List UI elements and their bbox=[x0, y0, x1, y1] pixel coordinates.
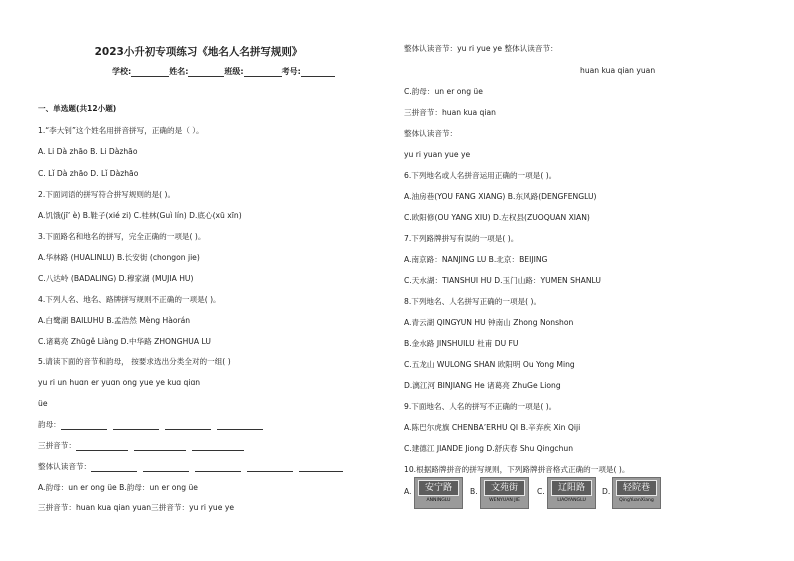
q6-options-ab[interactable]: A.油房巷(YOU FANG XIANG) B.东风路(DENGFENGLU) bbox=[404, 192, 597, 201]
question-1: 1.“李大钊”这个姓名用拼音拼写，正确的是（ ）。 bbox=[38, 126, 204, 135]
answer-blank[interactable] bbox=[134, 442, 186, 451]
answer-row-whole-syllables: 整体认读音节： bbox=[38, 462, 343, 472]
q5-options-ab-triple[interactable]: 三拼音节：huan kua qian yuan三拼音节：yu ri yue ye bbox=[38, 503, 234, 512]
q5-option-c-whole: yu ri yuan yue ye bbox=[404, 150, 471, 159]
q9-options-cd[interactable]: C.建德江 JIANDE Jiong D.舒庆春 Shu Qingchun bbox=[404, 444, 574, 453]
q1-options-cd[interactable]: C. Lǐ Dà zhāo D. Lǐ Dàzhāo bbox=[38, 169, 139, 178]
question-9: 9.下面地名、人名的拼写不正确的一项是( )。 bbox=[404, 402, 557, 411]
q9-options-ab[interactable]: A.陈巴尔虎旗 CHENBA’ERHU QI B.辛弃疾 Xin Qiji bbox=[404, 423, 581, 432]
answer-row-triple-syllables: 三拼音节： bbox=[38, 441, 244, 451]
q5-option-c-finals[interactable]: C.韵母：un er ong üe bbox=[404, 87, 483, 96]
q2-options[interactable]: A.饥饿(jī’ è) B.鞋子(xié zi) C.桂林(Guì lín) D.底心(xū xīn) bbox=[38, 211, 242, 220]
answer-row-finals: 韵母： bbox=[38, 420, 263, 430]
question-8: 8.下列地名、人名拼写正确的一项是( )。 bbox=[404, 297, 542, 306]
question-6: 6.下列地名或人名拼音运用正确的一项是( )。 bbox=[404, 171, 557, 180]
answer-blank[interactable] bbox=[217, 421, 263, 430]
q7-options-ab[interactable]: A.南京路：NANJING LU B.北京：BEIJING bbox=[404, 255, 548, 264]
question-7: 7.下列路牌拼写有误的一项是( )。 bbox=[404, 234, 519, 243]
student-info-row bbox=[112, 66, 335, 77]
name-label: 姓名: bbox=[169, 67, 189, 76]
q5-whole-syllables-b: huan kua qian yuan bbox=[580, 66, 656, 75]
q4-options-cd[interactable]: C.诸葛亮 Zhūgě Liàng D.中华路 ZHONGHUA LU bbox=[38, 337, 211, 346]
name-field[interactable] bbox=[188, 68, 224, 77]
q3-options-ab[interactable]: A.华林路 (HUALINLU) B.长安街 (chongon jie) bbox=[38, 253, 200, 262]
q5-syllables: yu ri un huɑn er yuɑn ong yue ye kuɑ qiɑn bbox=[38, 378, 201, 387]
q4-options-ab[interactable]: A.白鹭湖 BAILUHU B.孟浩然 Mèng Hàorán bbox=[38, 316, 191, 325]
q6-options-cd[interactable]: C.欧阳修(OU YANG XIU) D.左权县(ZUOQUAN XIAN) bbox=[404, 213, 590, 222]
q5-options-ab-finals[interactable]: A.韵母：un er ong üe B.韵母：un er ong üe bbox=[38, 483, 198, 492]
answer-blank[interactable] bbox=[143, 463, 189, 472]
answer-blank[interactable] bbox=[165, 421, 211, 430]
answer-blank[interactable] bbox=[192, 442, 244, 451]
question-3: 3.下面路名和地名的拼写，完全正确的一项是( )。 bbox=[38, 232, 206, 241]
section-heading: 一、单选题(共12小题) bbox=[38, 104, 117, 113]
q5-whole-syllables: 整体认读音节：yu ri yue ye 整体认读音节： bbox=[404, 44, 558, 53]
q5-syllables-cont: üe bbox=[38, 399, 48, 408]
road-sign-icon: 轻院巷 QingYuanXiang bbox=[612, 477, 661, 509]
q3-options-cd[interactable]: C.八达岭 (BADALING) D.穆家湖 (MUJIA HU) bbox=[38, 274, 194, 283]
q7-options-cd[interactable]: C.天水湖：TIANSHUI HU D.玉门山路：YUMEN SHANLU bbox=[404, 276, 601, 285]
number-label: 考号: bbox=[281, 67, 301, 76]
answer-blank[interactable] bbox=[299, 463, 343, 472]
worksheet-page: 2023小升初专项练习《地名人名拼写规则》 学校: 姓名: 班级: 考号: 一、单选题(共12小题) 1.“李大钊”这个姓名用拼音拼写，正确的是（ ）。 A. Li Dà zhāo B. Li Dàzhāo C. Lǐ Dà zhāo D. Lǐ Dàzhāo 2.下面词语的拼写符合拼写规则的是( )。 A.饥饿(jī’ è) B.鞋子(xié zi) C.桂林(Guì lín) D.底心(xū xīn) 3.下面路名和地名的拼写，完全正确的一项是( )。 A.华林路 (HUALINLU) B.长安街 (chongon jie) C.八达岭 (BADALING) D.穆家湖 (MUJIA HU) 4.下列人名、地名、路牌拼写规则不正确的一项是( )。 A.白鹭湖 BAILUHU B.孟浩然 Mèng Hàorán C.诸葛亮 Zhūgě Liàng D.中华路 ZHONGHUA LU 5.请读下面的音节和韵母， 按要求选出分类全对的一组( ) yu ri un huɑn er yuɑn ong yue ye kuɑ qiɑn üe 韵母： 三拼音节： 整体认读音节： A.韵母：un er ong üe B.韵母：un er ong üe 三拼音节：huan kua qian yuan三拼音节：yu ri yue ye 整体认读音节：yu ri yue ye 整体认读音节： huan kua qian yuan C.韵母：un er ong üe 三拼音节：huan kua qian 整体认读音节： yu ri yuan yue ye 6.下列地名或人名拼音运用正确的一项是( )。 A.油房巷(YOU FANG XIANG) B.东风路(DENGFENGLU) C.欧阳修(OU YANG XIU) D.左权县(ZUOQUAN XIAN) 7.下列路牌拼写有误的一项是( )。 A.南京路：NANJING LU B.北京：BEIJING C.天水湖：TIANSHUI HU D.玉门山路：YUMEN SHANLU 8.下列地名、人名拼写正确的一项是( )。 A.青云湖 QINGYUN HU 钟南山 Zhong Nonshon B.金水路 JINSHUILU 杜甫 DU FU C.五龙山 WULONG SHAN 欧阳明 Ou Yong Ming D.漓江河 BINJIANG He 诸葛亮 ZhuGe Liong 9.下面地名、人名的拼写不正确的一项是( )。 A.陈巴尔虎旗 CHENBA’ERHU QI B.辛弃疾 Xin Qiji C.建德江 JIANDE Jiong D.舒庆春 Shu Qingchun 10.根据路牌拼音的拼写规则，下列路牌拼音格式正确的一项是( )。 A. 安宁路 ANNINGLU B. 文苑街 WENYUAN JIE C. 辽阳路 LIAOYANGLU D. 轻院巷 QingYuanXiang bbox=[0, 0, 794, 561]
answer-blank[interactable] bbox=[91, 463, 137, 472]
question-10: 10.根据路牌拼音的拼写规则，下列路牌拼音格式正确的一项是( )。 bbox=[404, 465, 630, 474]
answer-blank[interactable] bbox=[76, 442, 128, 451]
road-sign-icon: 安宁路 ANNINGLU bbox=[414, 477, 463, 509]
answer-blank[interactable] bbox=[195, 463, 241, 472]
q8-option-b[interactable]: B.金水路 JINSHUILU 杜甫 DU FU bbox=[404, 339, 519, 348]
road-sign-icon: 辽阳路 LIAOYANGLU bbox=[547, 477, 596, 509]
answer-blank[interactable] bbox=[247, 463, 293, 472]
q5-option-c-triple: 三拼音节：huan kua qian bbox=[404, 108, 496, 117]
q8-option-d[interactable]: D.漓江河 BINJIANG He 诸葛亮 ZhuGe Liong bbox=[404, 381, 561, 390]
school-label: 学校: bbox=[112, 67, 132, 76]
question-4: 4.下列人名、地名、路牌拼写规则不正确的一项是( )。 bbox=[38, 295, 221, 304]
school-field[interactable] bbox=[131, 68, 169, 77]
number-field[interactable] bbox=[301, 68, 335, 77]
class-label: 班级: bbox=[224, 67, 244, 76]
class-field[interactable] bbox=[244, 68, 282, 77]
road-sign-icon: 文苑街 WENYUAN JIE bbox=[480, 477, 529, 509]
page-title: 2023小升初专项练习《地名人名拼写规则》 bbox=[94, 46, 303, 58]
q8-option-a[interactable]: A.青云湖 QINGYUN HU 钟南山 Zhong Nonshon bbox=[404, 318, 574, 327]
question-2: 2.下面词语的拼写符合拼写规则的是( )。 bbox=[38, 190, 176, 199]
q1-options-ab[interactable]: A. Li Dà zhāo B. Li Dàzhāo bbox=[38, 147, 138, 156]
question-5: 5.请读下面的音节和韵母， 按要求选出分类全对的一组( ) bbox=[38, 357, 231, 366]
q8-option-c[interactable]: C.五龙山 WULONG SHAN 欧阳明 Ou Yong Ming bbox=[404, 360, 575, 369]
answer-blank[interactable] bbox=[61, 421, 107, 430]
q5-option-c-whole-label: 整体认读音节： bbox=[404, 129, 458, 138]
answer-blank[interactable] bbox=[113, 421, 159, 430]
